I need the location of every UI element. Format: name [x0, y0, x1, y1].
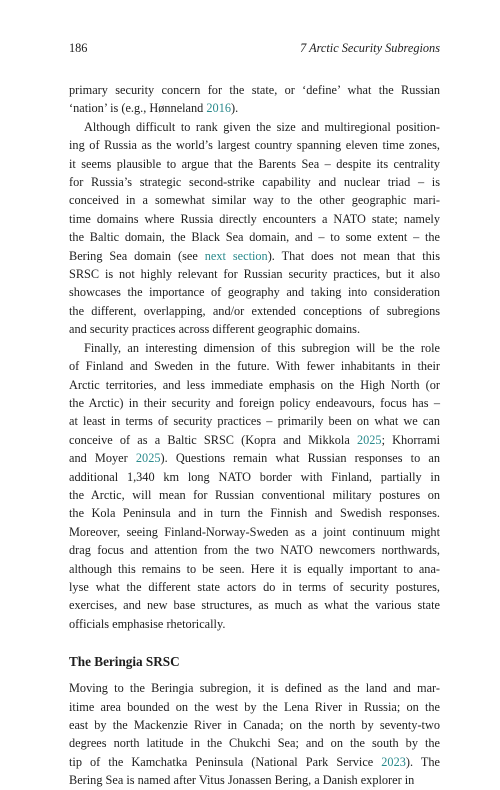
text-fragment: ). That does not mean that this: [267, 248, 441, 263]
text-line: east by the Mackenzie River in Canada; on the north by seventy-two: [69, 718, 440, 732]
text-line: Although difficult to rank given the size and multiregional position-: [84, 119, 440, 134]
text-line: officials emphasise rhetorically.: [69, 616, 226, 631]
text-line: lyse what the different state actors do in terms of security postures,: [69, 579, 440, 594]
text-fragment: ‘nation’ is (e.g., Hønneland: [69, 101, 207, 116]
text-line: Finally, an interesting dimension of this subregion will be the role: [84, 340, 440, 355]
text-line: [69, 753, 440, 771]
text-fragment: ). Questions remain what Russian responses to an: [160, 451, 441, 466]
text-line: although this remains to be seen. Here it is equally important to ana-: [69, 561, 440, 576]
text-line: Moving to the Beringia subregion, it is defined as the land and mar-: [69, 681, 440, 696]
text-line: Arctic territories, and less immediate emphasis on the High North (or: [69, 377, 440, 392]
cross-reference-link[interactable]: 2025: [356, 432, 382, 447]
text-fragment: ; Khorrami: [381, 432, 440, 447]
text-line: itime area bounded on the west by the Lena River in Russia; on the: [69, 699, 440, 714]
text-line: degrees north latitude in the Chukchi Sea; and on the south by the: [69, 736, 440, 751]
text-line: the Kola Peninsula and in turn the Finnish and Swedish responses.: [69, 506, 440, 521]
paragraph-2: [69, 118, 440, 339]
text-line: [69, 99, 440, 117]
paragraph-1: [69, 81, 440, 118]
cross-reference-link[interactable]: 2025: [135, 451, 161, 466]
text-line: for Russia’s strategic second-strike capability and nuclear triad – is: [69, 175, 440, 190]
cross-reference-link[interactable]: 2023: [381, 754, 406, 769]
text-line: the Arctic, will mean for Russian conventional military postures on: [69, 487, 440, 502]
text-fragment: ). The: [405, 754, 440, 769]
section-heading: The Beringia SRSC: [69, 654, 180, 670]
text-line: ing of Russia as the world’s largest country spanning eleven time zones,: [69, 138, 440, 153]
text-fragment: tip of the Kamchatka Peninsula (National Park Service: [69, 754, 382, 769]
paragraph-3: [69, 339, 440, 634]
text-fragment: ).: [231, 101, 239, 116]
cross-reference-link[interactable]: 2016: [206, 101, 231, 116]
section-paragraph: [69, 679, 440, 789]
chapter-title: 7 Arctic Security Subregions: [300, 41, 440, 55]
text-line: the Baltic domain, the Black Sea domain, and – to some extent – the: [69, 230, 440, 245]
text-line: additional 1,340 km long NATO border with Finland, partially in: [69, 469, 440, 484]
text-fragment: Bering Sea domain (see: [69, 248, 205, 263]
text-line: [69, 449, 440, 467]
text-fragment: and Moyer: [69, 451, 136, 466]
text-line: exercises, and new base structures, as much as what the various state: [69, 598, 440, 613]
text-line: showcases the importance of geography and taking into consideration: [69, 285, 440, 300]
text-line: Bering Sea is named after Vitus Jonassen Bering, a Danish explorer in: [69, 773, 415, 788]
text-line: time domains where Russia directly encounters a NATO state; namely: [69, 211, 440, 226]
text-line: it seems plausible to argue that the Barents Sea – despite its centrality: [69, 156, 440, 171]
text-line: primary security concern for the state, or ‘define’ what the Russian: [69, 83, 440, 97]
text-line: [69, 431, 440, 449]
text-line: SRSC is not highly relevant for Russian security practices, but it also: [69, 267, 440, 282]
page-number: 186: [69, 41, 88, 55]
text-line: Moreover, seeing Finland-Norway-Sweden as a joint continuum might: [69, 524, 440, 539]
text-line: at least in terms of security practices – primarily been on what we can: [69, 414, 440, 429]
text-line: and security practices across different geographic domains.: [69, 322, 361, 337]
text-line: drag focus and attention from the two NATO newcomers northwards,: [69, 543, 440, 558]
text-fragment: conceive of as a Baltic SRSC (Kopra and Mikkola: [69, 432, 357, 447]
text-line: the Arctic) in their security and foreign policy endeavours, focus has –: [69, 395, 440, 410]
text-line: [69, 247, 440, 265]
cross-reference-link[interactable]: next section: [204, 248, 268, 263]
text-line: the different, overlapping, and/or extended conceptions of subregions: [69, 303, 440, 318]
body-text: [69, 81, 440, 790]
text-line: conceived in a somewhat similar way to the other geographic mari-: [69, 193, 440, 208]
text-line: of Finland and Sweden in the future. With fewer inhabitants in their: [69, 359, 440, 374]
